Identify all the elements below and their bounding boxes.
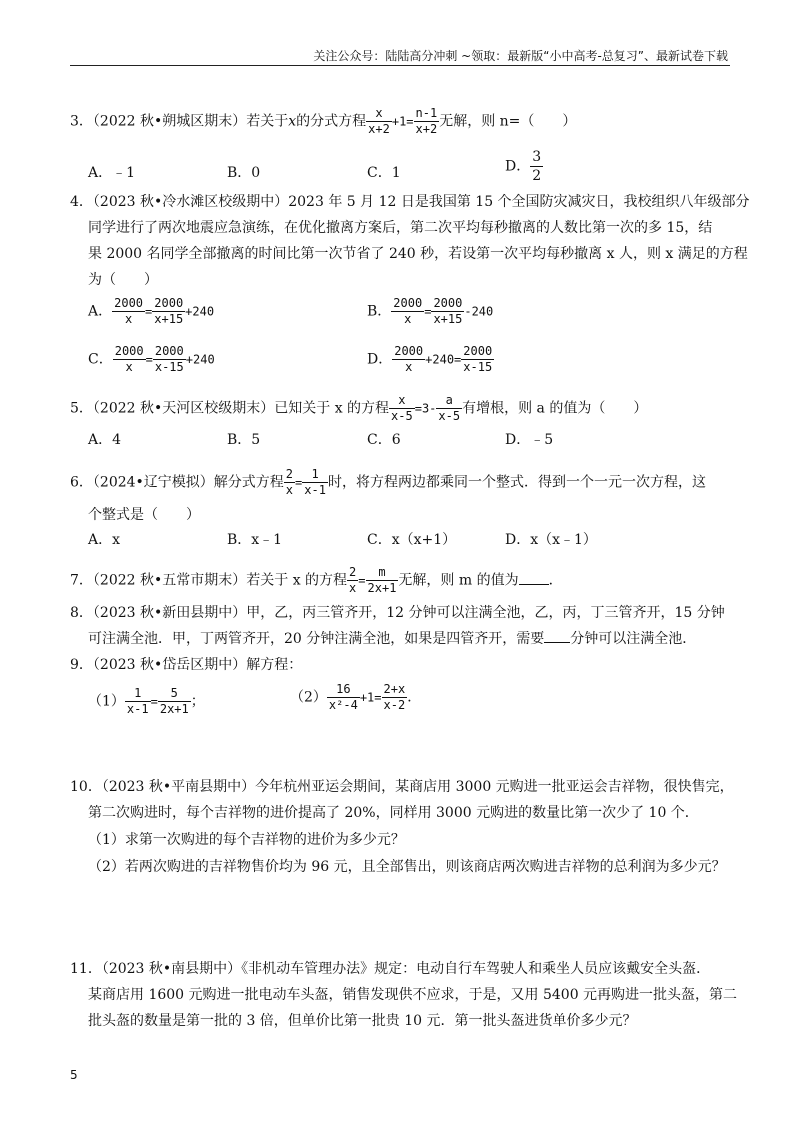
q8-line-2: 可注满全池．甲，丁两管齐开，20 分钟注满全池，如果是四管齐开，需要 分钟可以注满全池．	[88, 631, 697, 647]
q11-line-2: 某商店用 1600 元购进一批电动车头盔，销售发现供不应求，于是，又用 5400 元再购进一批头盔，第二	[88, 987, 738, 1003]
q3-fraction-2: $\frac{n-1}{x+2}$	[415, 106, 438, 136]
q3-option-d-fraction: $\frac{3}{2}$	[532, 149, 542, 184]
q6-fraction-2: $\frac{1}{x-1}$	[304, 467, 326, 497]
q10-line-4: （2）若两次购进的吉祥物售价均为 96 元，且全部售出，则该商店两次购进吉祥物的总利润为多少元？	[88, 859, 726, 875]
header-divider	[70, 65, 730, 66]
q3-option-a: A．﹣1	[88, 165, 136, 181]
q6-option-d: D．x（x﹣1）	[505, 532, 597, 548]
q3-option-c: C．1	[367, 165, 401, 181]
q3-suffix: 无解，则 n=（ ）	[439, 113, 577, 130]
q9-part-2: （2） $\frac{16}{\text{x²-4}}$ +1= $\frac{2+x}{x-2}$ ．	[290, 682, 422, 712]
q5-option-a: A．4	[88, 432, 122, 448]
q7-fraction-1: $\frac{2}{x}$	[349, 565, 357, 595]
question-7: 7．（2022 秋•五常市期末）若关于 x 的方程 $\frac{2}{x}$ = $\frac{m}{2x+1}$ 无解，则 m 的值为 ．	[70, 565, 563, 595]
q4-option-b: B． $\frac{2000}{x}$ = $\frac{2000}{x+15}$ -240	[367, 296, 494, 326]
q11-line-1: 11．（2023 秋•南县期中）《非机动车管理办法》规定：电动自行车驾驶人和乘坐人员应该戴安全头盔．	[70, 961, 711, 977]
q3-fraction-1: $\frac{x}{x+2}$	[368, 106, 390, 136]
q9-part-1: （1） $\frac{1}{x-1}$ = $\frac{5}{2x+1}$ ；	[88, 686, 205, 716]
q3-mid: 的分式方程	[296, 113, 367, 130]
q8-line-1: 8．（2023 秋•新田县期中）甲，乙，丙三管齐开，12 分钟可以注满全池，乙，丙，丁三管齐开，15 分钟	[70, 605, 725, 621]
q3-plus: +1=	[391, 114, 414, 129]
q6-fraction-1: $\frac{2}{x}$	[285, 467, 294, 497]
q5-option-c: C．6	[367, 432, 401, 448]
q7-answer-blank[interactable]	[519, 584, 549, 585]
q10-line-3: （1）求第一次购进的每个吉祥物的进价为多少元？	[88, 832, 405, 848]
q9-line-1: 9．（2023 秋•岱岳区期中）解方程：	[70, 657, 303, 673]
q6-option-b: B．x﹣1	[227, 532, 283, 548]
q5-option-b: B．5	[227, 432, 261, 448]
q4-line-1: 4．（2023 秋•冷水滩区校级期中）2023 年 5 月 12 日是我国第 15 个全国防灾减灾日，我校组织八年级部分	[70, 194, 750, 210]
q6-option-a: A．x	[88, 532, 121, 548]
q3-var: x	[288, 113, 297, 130]
q3-option-d: D． $\frac{3}{2}$	[505, 149, 542, 184]
q4-option-d: D． $\frac{2000}{x}$ +240= $\frac{2000}{x-15}$	[367, 344, 493, 374]
q4-line-4: 为（ ）	[88, 272, 158, 288]
q3-prefix: 3．（2022 秋•朔城区期末）若关于	[70, 113, 289, 130]
q10-line-2: 第二次购进时，每个吉祥物的进价提高了 20%，同样用 3000 元购进的数量比第一次少了 10 个．	[88, 805, 699, 821]
question-3	[70, 106, 576, 137]
q5-option-d: D．﹣5	[505, 432, 554, 448]
q11-line-3: 批头盔的数量是第一批的 3 倍，但单价比第一批贵 10 元．第一批头盔进货单价多少元？	[88, 1013, 637, 1029]
page-number: 5	[70, 1068, 78, 1082]
q8-answer-blank[interactable]	[544, 642, 570, 643]
q7-fraction-2: $\frac{m}{2x+1}$	[367, 565, 397, 595]
q4-option-c: C． $\frac{2000}{x}$ = $\frac{2000}{x-15}$ +240	[88, 344, 215, 374]
question-5: 5．（2022 秋•天河区校级期末）已知关于 x 的方程 $\frac{x}{x-5}$ =3- $\frac{a}{x-5}$ 有增根，则 a 的值为（ ）	[70, 393, 648, 423]
q10-line-1: 10．（2023 秋•平南县期中）今年杭州亚运会期间，某商店用 3000 元购进一批亚运会吉祥物，很快售完，	[70, 779, 734, 795]
q5-fraction-1: $\frac{x}{x-5}$	[391, 393, 413, 423]
q4-option-a: A． $\frac{2000}{x}$ = $\frac{2000}{x+15}$ +240	[88, 296, 215, 326]
q4-line-2: 同学进行了两次地震应急演练，在优化撤离方案后，第二次平均每秒撤离的人数比第一次的多 15，结	[88, 220, 713, 236]
page-header: 关注公众号：陆陆高分冲刺 ~领取：最新版“小中高考-总复习”、最新试卷下载	[313, 49, 728, 63]
q4-line-3: 果 2000 名同学全部撤离的时间比第一次节省了 240 秒，若设第一次平均每秒撤离 x 人，则 x 满足的方程	[88, 246, 748, 262]
q6-option-c: C．x（x+1）	[367, 532, 457, 548]
q6-line-2: 个整式是（ ）	[88, 507, 200, 523]
q5-fraction-2: $\frac{a}{x-5}$	[438, 393, 461, 423]
q3-option-b: B．0	[227, 165, 261, 181]
question-6: 6．（2024•辽宁模拟）解分式方程 $\frac{2}{x}$ = $\frac{1}{x-1}$ 时，将方程两边都乘同一个整式．得到一个一元一次方程，这	[70, 467, 706, 497]
